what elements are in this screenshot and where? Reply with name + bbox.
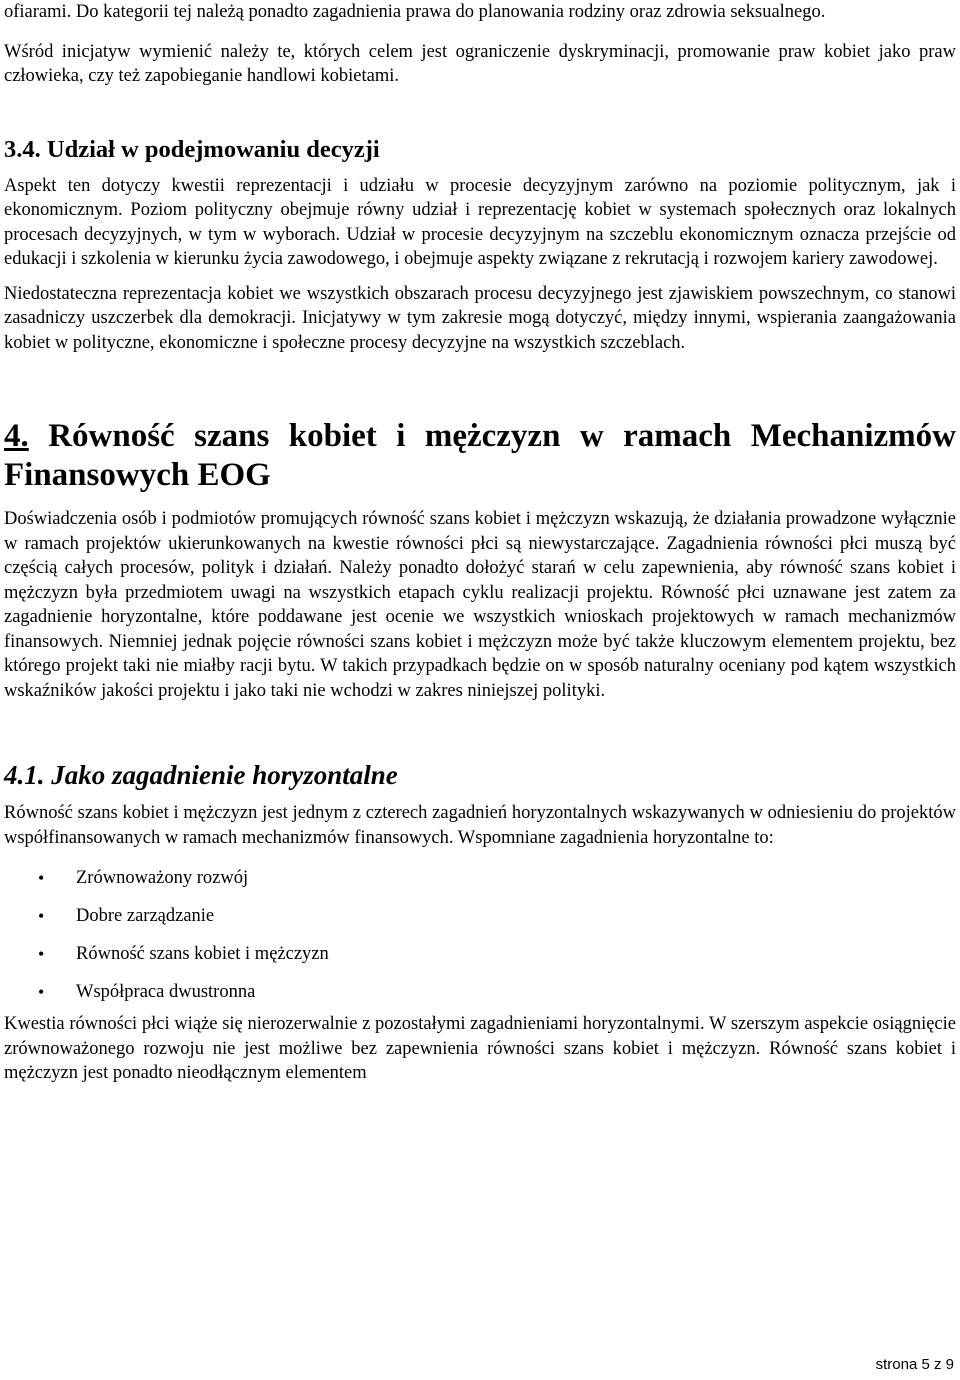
list-item-label: Zrównoważony rozwój [76, 868, 249, 888]
bullet-icon: • [38, 982, 45, 1002]
section-4-number: 4. [4, 418, 29, 454]
section-3-4-paragraph-1: Aspekt ten dotyczy kwestii reprezentacji i udziału w procesie decyzyjnym zarówno na poziomie politycznym, jak i ekonomicznym. Poziom polityczny obejmuje równy udział i reprezentację kobiet w systemach społecznych oraz lokalnych procesach decyzyjnych, w tym w wyborach. Udział w procesie decyzyjnym na szczeblu ekonomicznym oznacza przejście od edukacji i szkolenia w kierunku życia zawodowego, i obejmuje aspekty związane z rekrutacją i rozwojem kariery zawodowej. [4, 175, 956, 269]
section-3-4-heading: 3.4. Udział w podejmowaniu decyzji [4, 135, 380, 163]
list-item [4, 866, 956, 904]
intro-paragraph-1: ofiarami. Do kategorii tej należą ponadto zagadnienia prawa do planowania rodziny oraz zdrowia seksualnego. [4, 2, 826, 22]
list-item-label: Współpraca dwustronna [76, 982, 256, 1002]
section-4-1-heading: 4.1. Jako zagadnienie horyzontalne [4, 760, 398, 790]
section-4-1-paragraph-1: Równość szans kobiet i mężczyzn jest jednym z czterech zagadnień horyzontalnych wskazywanych w odniesieniu do projektów współfinansowanych w ramach mechanizmów finansowych. Wspomniane zagadnienia horyzontalne to: [4, 803, 956, 848]
list-item-label: Równość szans kobiet i mężczyzn [76, 944, 329, 964]
section-3-4-paragraph-2: Niedostateczna reprezentacja kobiet we wszystkich obszarach procesu decyzyjnego jest zjawiskiem powszechnym, co stanowi zasadniczy uszczerbek dla demokracji. Inicjatywy w tym zakresie mogą dotyczyć, między innymi, wspierania zaangażowania kobiet w polityczne, ekonomiczne i społeczne procesy decyzyjne na wszystkich szczeblach. [4, 283, 956, 353]
section-4-title: Równość szans kobiet i mężczyzn w ramach Mechanizmów Finansowych EOG [4, 418, 957, 493]
bullet-icon: • [38, 868, 45, 888]
list-item [4, 904, 956, 942]
bullet-icon: • [38, 944, 45, 964]
section-4-1-paragraph-2: Kwestia równości płci wiąże się nierozerwalnie z pozostałymi zagadnieniami horyzontalnymi. W szerszym aspekcie osiągnięcie zrównoważonego rozwoju nie jest możliwe bez zapewnienia równości szans kobiet i mężczyzn. Równość szans kobiet i mężczyzn jest ponadto nieodłącznym elementem [4, 1014, 956, 1083]
list-item [4, 980, 956, 1018]
section-4-paragraph-1: Doświadczenia osób i podmiotów promujących równość szans kobiet i mężczyzn wskazują, że działania prowadzone wyłącznie w ramach projektów ukierunkowanych na kwestie równości płci są niewystarczające. Zagadnienia równości płci muszą być częścią całych procesów, polityk i działań. Należy ponadto dołożyć starań w celu zapewnienia, aby równość szans kobiet i mężczyzn była przedmiotem uwagi na wszystkich etapach cyklu realizacji projektu. Równość płci uznawane jest zatem za zagadnienie horyzontalne, które poddawane jest ocenie we wszystkich wnioskach projektowych w ramach mechanizmów finansowych. Niemniej jednak pojęcie równości szans kobiet i mężczyzn może być także kluczowym elementem projektu, bez którego projekt taki nie miałby racji bytu. W takich przypadkach będzie on w sposób naturalny oceniany pod kątem wszystkich wskaźników jakości projektu i jako taki nie wchodzi w zakres niniejszej polityki. [4, 509, 956, 701]
list-item-label: Dobre zarządzanie [76, 906, 215, 926]
document-page [4, 0, 956, 1086]
horizontal-issues-list [4, 866, 956, 1018]
list-item [4, 942, 956, 980]
intro-paragraph-2: Wśród inicjatyw wymienić należy te, których celem jest ograniczenie dyskryminacji, promowanie praw kobiet jako praw człowieka, czy też zapobieganie handlowi kobietami. [4, 41, 956, 86]
bullet-icon: • [38, 906, 45, 926]
page-number: strona 5 z 9 [875, 1356, 954, 1373]
section-4-heading [4, 417, 956, 495]
